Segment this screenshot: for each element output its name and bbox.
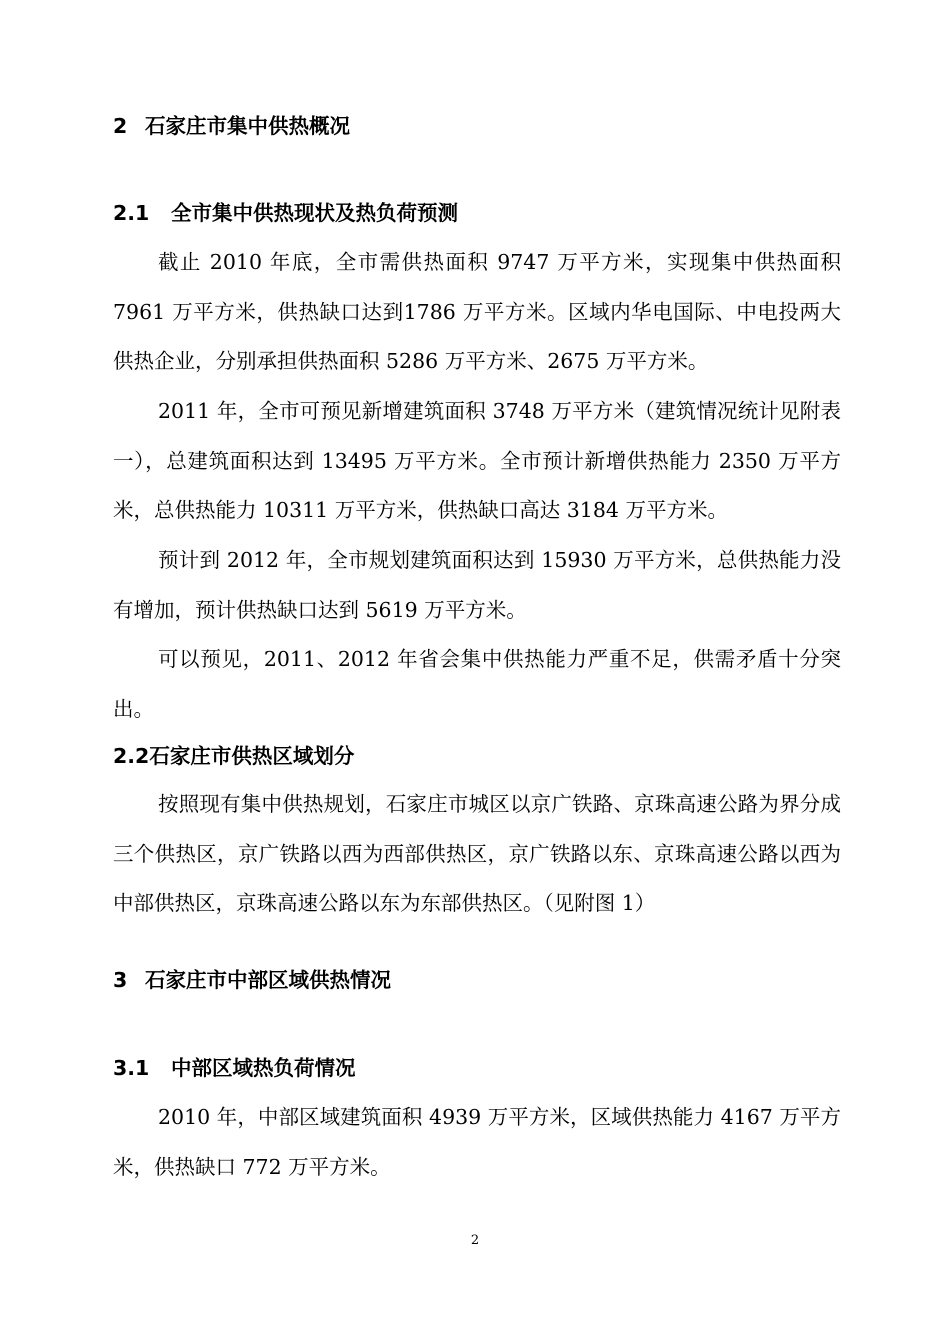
paragraph-central-region: 2010 年，中部区域建筑面积 4939 万平方米，区域供热能力 4167 万平方米，供热缺口 772 万平方米。 <box>113 1105 841 1179</box>
section-title: 石家庄市供热区域划分 <box>149 744 355 768</box>
paragraph-heating-status: 截止 2010 年底，全市需供热面积 9747 万平方米，实现集中供热面积 7961 万平方米，供热缺口达到1786 万平方米。区域内华电国际、中电投两大供热企业，分别承担供热面积 5286 万平方米、2675 万平方米。 <box>113 250 841 373</box>
section-title: 全市集中供热现状及热负荷预测 <box>171 201 458 225</box>
paragraph-2011-forecast: 2011 年，全市可预见新增建筑面积 3748 万平方米（建筑情况统计见附表一），总建筑面积达到 13495 万平方米。全市预计新增供热能力 2350 万平方米，总供热能力 10311 万平方米，供热缺口高达 3184 万平方米。 <box>113 399 841 522</box>
section-number: 2.2 <box>113 744 150 768</box>
section-heading-3-1 <box>113 1054 356 1082</box>
section-title: 中部区域热负荷情况 <box>171 1056 356 1080</box>
section-heading-2-2 <box>113 742 354 770</box>
section-heading-2 <box>113 112 350 140</box>
section-title: 石家庄市中部区域供热情况 <box>145 968 391 992</box>
section-heading-3 <box>113 966 391 994</box>
page-number: 2 <box>470 1233 480 1248</box>
section-number: 3 <box>113 968 128 992</box>
paragraph-2012-forecast: 预计到 2012 年，全市规划建筑面积达到 15930 万平方米，总供热能力没有增加，预计供热缺口达到 5619 万平方米。 <box>113 548 841 622</box>
section-title: 石家庄市集中供热概况 <box>145 114 350 138</box>
section-number: 3.1 <box>113 1056 150 1080</box>
paragraph-region-division: 按照现有集中供热规划，石家庄市城区以京广铁路、京珠高速公路为界分成三个供热区，京广铁路以西为西部供热区，京广铁路以东、京珠高速公路以西为中部供热区，京珠高速公路以东为东部供热区。（见附图 1） <box>113 792 841 915</box>
section-heading-2-1 <box>113 199 458 227</box>
paragraph-conclusion: 可以预见，2011、2012 年省会集中供热能力严重不足，供需矛盾十分突出。 <box>113 647 841 721</box>
section-number: 2.1 <box>113 201 150 225</box>
section-number: 2 <box>113 114 128 138</box>
